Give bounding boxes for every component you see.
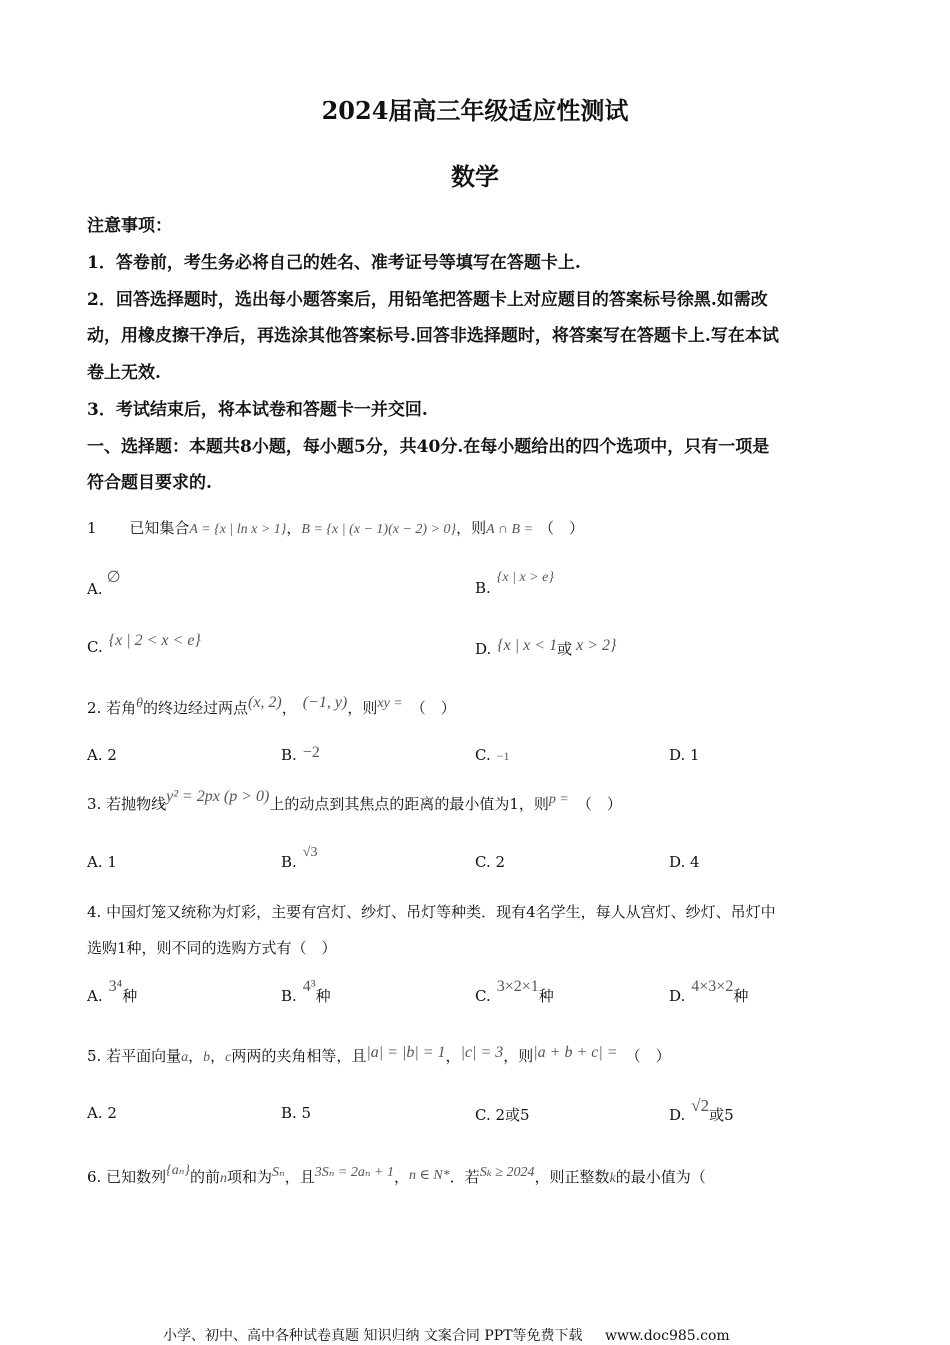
math-expression: Sₖ ≥ 2024 [479, 1165, 535, 1180]
option-d: D.4×3×2种 [669, 978, 749, 1005]
option-b: B. 5 [281, 1104, 312, 1122]
notice-item-2-line-2: 动，用橡皮擦干净后，再选涂其他答案标号.回答非选择题时，将答案写在答题卡上.写在本试 [87, 326, 779, 346]
option-c: C. −1 [475, 746, 510, 764]
notice-item-3: 3．考试结束后，将本试卷和答题卡一并交回. [87, 400, 428, 420]
option-b: B.√3 [281, 845, 318, 871]
option-b: B.{x | x > e} [475, 570, 554, 597]
notice-item-1: 1．答卷前，考生务必将自己的姓名、准考证号等填写在答题卡上. [87, 253, 581, 273]
question-5: 5. 若平面向量a，b，c两两的夹角相等，且|a| = |b| = 1，|c| = 3，则|a + b + c| = （ ） [87, 1044, 671, 1065]
option-a: A.∅ [87, 569, 121, 598]
question-4-line-2: 选购1种，则不同的选购方式有（ ） [87, 939, 337, 957]
math-expression: (−1, y) [302, 694, 348, 711]
option-c: C.3×2×1种 [475, 978, 554, 1005]
math-expression: |c| = 3 [460, 1044, 504, 1061]
math-expression: xy = [377, 696, 403, 711]
option-a: A.3⁴种 [87, 978, 138, 1005]
option-c: C. 2或5 [475, 1106, 530, 1124]
question-3: 3. 若抛物线y² = 2px (p > 0)上的动点到其焦点的距离的最小值为1，则p = （ ） [87, 788, 622, 813]
math-expression: n ∈ N* [408, 1168, 450, 1183]
option-d: D. 4 [669, 853, 700, 871]
math-expression: {aₙ} [166, 1163, 190, 1178]
math-expression: y² = 2px (p > 0) [166, 788, 270, 805]
question-number: 1 [87, 519, 97, 537]
question-2: 2. 若角θ的终边经过两点(x, 2)， (−1, y)，则xy = （ ） [87, 694, 456, 717]
question-1: 1 已知集合A = {x | ln x > 1}，B = {x | (x − 1)(x − 2) > 0}，则A ∩ B = （ ） [87, 519, 585, 537]
option-b: B. −2 [281, 744, 320, 764]
subject-title: 数学 [451, 162, 499, 191]
footer-text: 小学、初中、高中各种试卷真题 知识归纳 文案合同 PPT等免费下载 [163, 1328, 583, 1344]
math-expression: A = {x | ln x > 1} [189, 522, 287, 537]
math-expression: |a| = |b| = 1 [366, 1044, 446, 1061]
option-a: A. 2 [87, 746, 117, 764]
notice-heading: 注意事项： [87, 216, 172, 236]
option-d: D. 1 [669, 746, 700, 764]
notice-item-2-line-3: 卷上无效. [87, 363, 161, 383]
section-heading-line-1: 一、选择题：本题共8小题，每小题5分，共40分.在每小题给出的四个选项中，只有一项是 [87, 437, 770, 457]
option-a: A. 2 [87, 1104, 117, 1122]
math-expression: θ [136, 696, 143, 711]
option-d: D. √2或5 [669, 1096, 734, 1124]
math-expression: Sₙ [272, 1165, 285, 1180]
math-expression: A ∩ B = [486, 522, 534, 537]
footer [163, 1325, 730, 1345]
notice-item-2-line-1: 2．回答选择题时，选出每小题答案后，用铅笔把答题卡上对应题目的答案标号徐黑.如需改 [87, 290, 768, 310]
math-expression: p = [548, 792, 569, 807]
page-title: 2024届高三年级适应性测试 [321, 96, 629, 125]
option-c: C. 2 [475, 853, 506, 871]
math-expression: 3Sₙ = 2aₙ + 1 [314, 1165, 394, 1180]
question-4-line-1: 4. 中国灯笼又统称为灯彩，主要有宫灯、纱灯、吊灯等种类．现有4名学生，每人从宫灯、纱灯、吊灯中 [87, 903, 776, 921]
option-b: B.4³种 [281, 978, 331, 1005]
math-expression: (x, 2) [248, 694, 282, 711]
section-heading-line-2: 符合题目要求的. [87, 473, 212, 493]
math-expression: |a + b + c| = [533, 1044, 618, 1061]
option-d: D. {x | x < 1或 x > 2} [475, 637, 617, 658]
question-6: 6. 已知数列{aₙ}的前n项和为Sₙ，且3Sₙ = 2aₙ + 1，n ∈ N*．若Sₖ ≥ 2024，则正整数k的最小值为（ [87, 1163, 706, 1186]
option-a: A. 1 [87, 853, 117, 871]
option-c: C. {x | 2 < x < e} [87, 632, 201, 656]
math-expression: B = {x | (x − 1)(x − 2) > 0} [301, 522, 457, 537]
footer-link[interactable]: www.doc985.com [604, 1328, 730, 1344]
